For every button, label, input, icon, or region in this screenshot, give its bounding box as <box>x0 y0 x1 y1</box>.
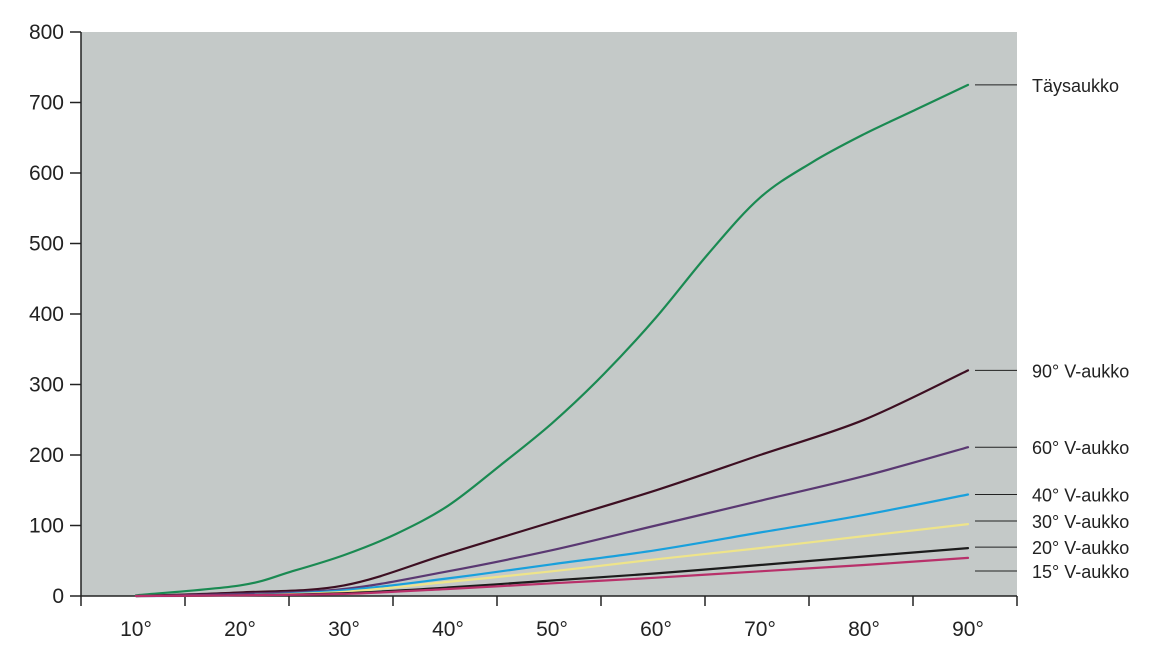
x-tick-label: 30° <box>328 618 360 641</box>
y-tick-label: 500 <box>28 232 64 256</box>
x-tick-label: 20° <box>224 618 256 641</box>
y-tick-label: 400 <box>28 303 64 326</box>
series-label: 20° V-aukko <box>1032 538 1130 559</box>
x-tick-label: 90° <box>952 618 984 641</box>
y-tick-label: 600 <box>28 162 64 185</box>
plot-area <box>81 32 1017 596</box>
x-tick-label: 60° <box>640 618 672 641</box>
y-tick-label: 200 <box>28 444 64 467</box>
x-tick-label: 80° <box>848 618 880 641</box>
y-tick-label: 100 <box>28 514 64 538</box>
x-tick-label: 40° <box>432 618 464 641</box>
x-axis-ticks <box>81 596 1017 641</box>
series-label: 15° V-aukko <box>1032 562 1130 583</box>
y-tick-label: 800 <box>28 21 64 44</box>
series-label: 60° V-aukko <box>1032 438 1130 459</box>
series-label: Täysaukko <box>1032 75 1120 96</box>
series-label: 40° V-aukko <box>1032 485 1130 506</box>
y-tick-label: 300 <box>28 373 64 397</box>
series-label: 90° V-aukko <box>1032 361 1130 382</box>
y-tick-label: 0 <box>52 585 64 608</box>
series-label: 30° V-aukko <box>1032 512 1130 533</box>
y-tick-label: 700 <box>28 91 64 115</box>
x-tick-label: 10° <box>120 618 152 641</box>
y-axis-ticks <box>29 21 81 608</box>
x-tick-label: 70° <box>744 618 776 641</box>
x-tick-label: 50° <box>536 618 568 641</box>
